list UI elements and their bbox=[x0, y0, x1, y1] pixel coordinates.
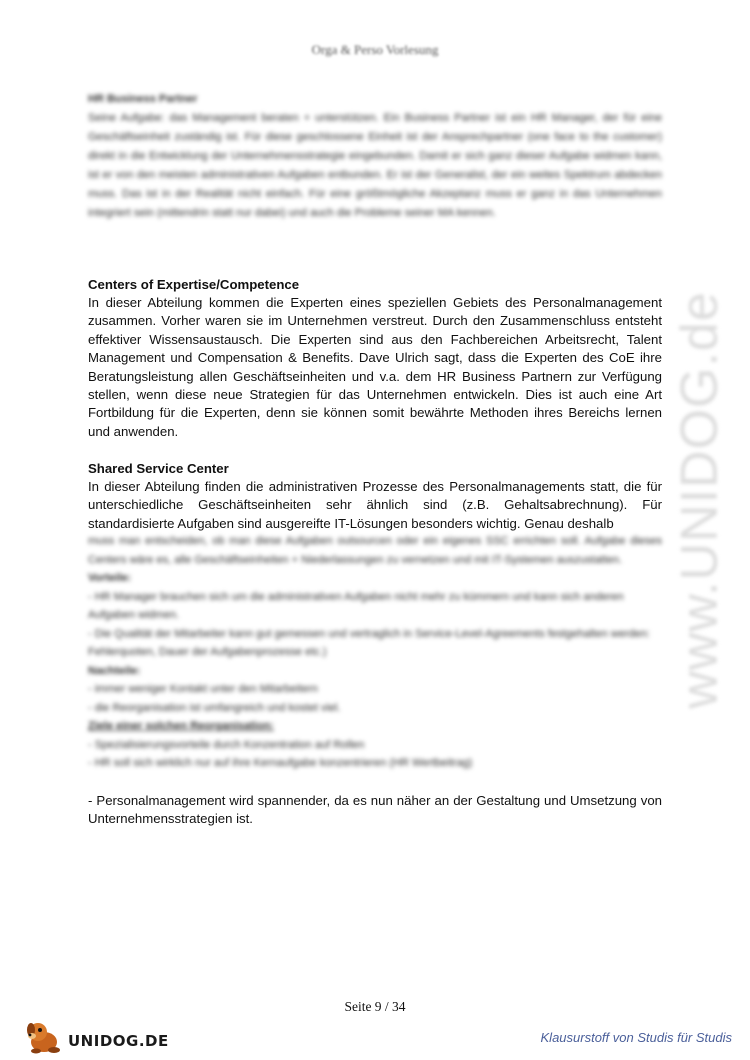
vorteile-item: - Die Qualität der Mitarbeiter kann gut gemessen und vertraglich in Service-Level-Agreements festgehalten werden: Fehlerquoten, Dauer der Aufgabenprozesse etc.) bbox=[88, 627, 650, 658]
logo-text: UNIDOG.DE bbox=[68, 1032, 169, 1050]
nachteile-item: - immer weniger Kontakt unter den Mitarbeitern bbox=[88, 683, 318, 695]
ssc-final bbox=[88, 792, 662, 829]
dog-mascot-icon bbox=[24, 1018, 68, 1054]
ssc-text: In dieser Abteilung finden die administrativen Prozesse des Personalmanagements statt, die für unterschiedliche Geschäftseinheiten sehr ähnlich sind (z.B. Gehaltsabrechnung). Für standardisierte Aufgaben sind ausgereifte IT-Lösungen besonders wichtig. Genau deshalb bbox=[88, 479, 662, 531]
hr-business-partner-section bbox=[88, 90, 662, 223]
ssc-final-text: - Personalmanagement wird spannender, da es nun näher an der Gestaltung und Umsetzung von Unternehmensstrategien ist. bbox=[88, 793, 662, 827]
watermark bbox=[640, 250, 750, 750]
ssc-heading: Shared Service Center bbox=[88, 461, 229, 476]
ssc-blurred-text: muss man entscheiden, ob man diese Aufgaben outsourcen oder ein eigenes SSC errichten soll. Aufgabe dieses Centers wäre es, alle Geschäftseinheiten + Niederlassungen zu vernetzen und mit IT-Systemen auszustatten. bbox=[88, 535, 662, 566]
coe-heading: Centers of Expertise/Competence bbox=[88, 277, 300, 292]
vorteile-item: - HR Manager brauchen sich um die administrativen Aufgaben nicht mehr zu kümmern und kann sich anderen Aufgaben widmen. bbox=[88, 590, 624, 621]
nachteile-item: - die Reorganisation ist umfangreich und kostet viel. bbox=[88, 701, 341, 714]
hr-business-partner-text: Seine Aufgabe: das Management beraten + unterstützen. Ein Business Partner ist ein HR Manager, der für eine Geschäftseinheit zuständig ist. Für diese geschlossene Einheit ist der Ansprechpartner (one face to the customer) direkt in die Entwicklung der Unternehmensstrategie eingebunden. Damit er sich ganz dieser Aufgabe widmen kann, ist er von den meisten administrativen Aufgaben entbunden. Er ist der Generalist, der ein weites Spektrum abdecken muss. Das ist in der Realität nicht einfach. Für eine größtmögliche Akzeptanz muss er ganz in das Unternehmen integriert sein (mittendrin statt nur dabei) und auch die Probleme seiner MA kennen. bbox=[88, 112, 662, 219]
footer-tagline: Klausurstoff von Studis für Studis bbox=[540, 1030, 732, 1045]
coe-section bbox=[88, 276, 662, 441]
ssc-section bbox=[88, 460, 662, 533]
ziele-heading: Ziele einer solchen Reorganisation: bbox=[88, 720, 274, 732]
ziele-item: - HR soll sich wirklich nur auf ihre Kernaufgabe konzentrieren (HR Wertbeitrag) bbox=[88, 757, 473, 769]
page-number: Seite 9 / 34 bbox=[344, 999, 406, 1014]
hr-business-partner-heading: HR Business Partner bbox=[88, 93, 198, 105]
watermark-text: www.UNIDOG.de bbox=[671, 291, 729, 709]
unidog-logo[interactable] bbox=[24, 1018, 169, 1054]
nachteile-heading: Nachteile: bbox=[88, 664, 141, 677]
page-header: Orga & Perso Vorlesung bbox=[311, 42, 439, 57]
vorteile-heading: Vorteile: bbox=[88, 572, 132, 584]
ssc-details bbox=[88, 532, 662, 773]
coe-text: In dieser Abteilung kommen die Experten eines speziellen Gebiets des Personalmanagement zusammen. Vorher waren sie im Unternehmen verstreut. Durch den Zusammenschluss entsteht effektiver Wissensaustausch. Die Experten sind aus den Fachbereichen Arbeitsrecht, Talent Management und Compensation & Benefits. Dave Ulrich sagt, dass die Experten des CoE ihre Beratungsleistung allen Geschäftseinheiten und v.a. dem HR Business Partnern zur Verfügung stellen, wenn diese neue Strategien für das Unternehmen entwickeln. Dies ist auch eine Art Fortbildung für die Experten, denn sie können somit bewährte Methoden ihres Bereichs lernen und anwenden. bbox=[88, 295, 662, 439]
ziele-item: - Spezialisierungsvorteile durch Konzentration auf Rollen bbox=[88, 738, 365, 751]
